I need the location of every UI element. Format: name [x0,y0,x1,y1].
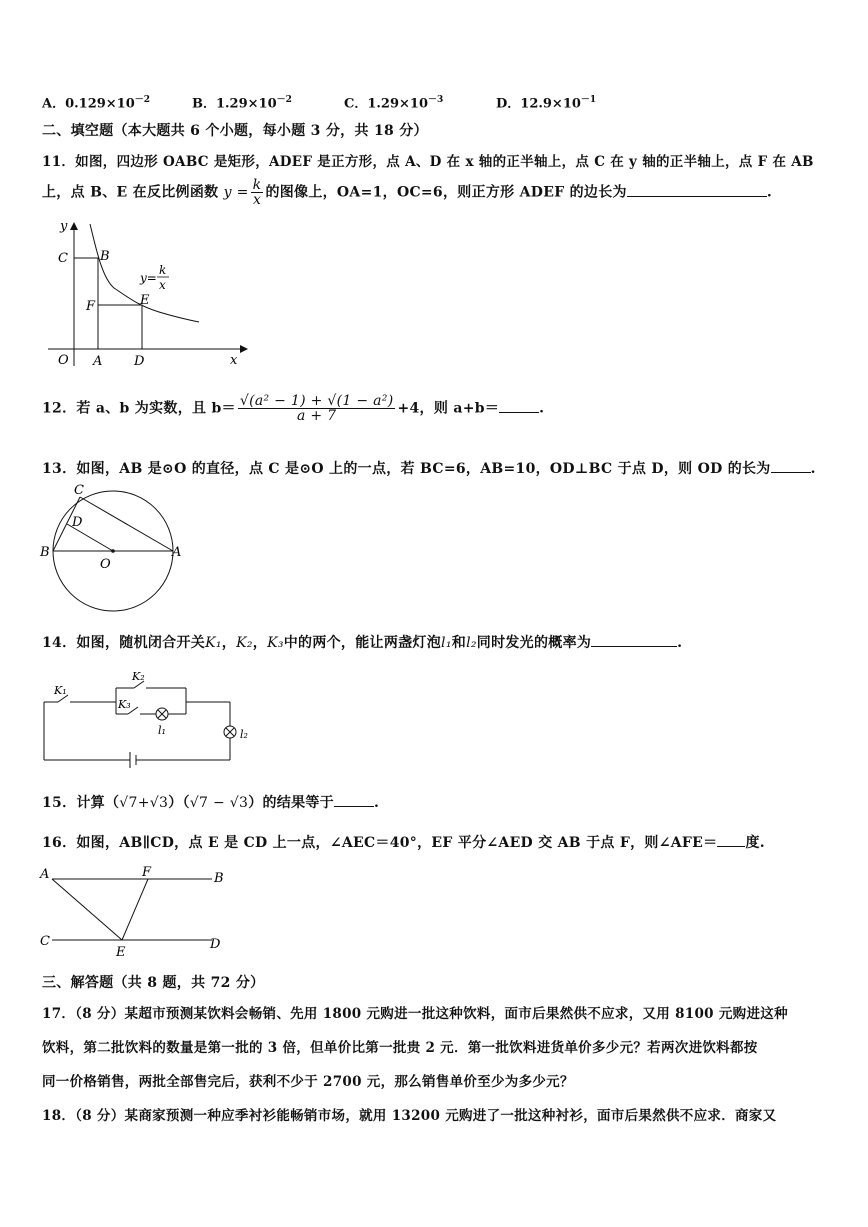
label-eq-left: y= [140,271,157,285]
q15-answer-blank [334,792,374,807]
label-D: D [72,515,83,530]
label-E: E [140,293,150,308]
q12: 12．若 a、b 为实数，且 b＝ $\frac{\text{√(a² − 1) + √(1 − a²)}}{a + 7}$ +4，则 a+b＝ . [42,393,545,424]
label-eq-den: x [159,278,166,292]
q13-answer-blank [771,458,811,473]
q17-line2: 饮料，第二批饮料的数量是第一批的 3 倍，但单价比第一批贵 2 元．第一批饮料进货单价多少元？若两次进饮料都按 [42,1040,758,1056]
q11-line2: 上，点 B、E 在反比例函数 y = $\frac{k}{x}$ 的图像上，OA=1，OC=6，则正方形 ADEF 的边长为 . [42,177,773,208]
q18-line1: 18．（8 分）某商家预测一种应季衬衫能畅销市场，就用 13200 元购进了一批这种衬衫，面市后果然供不应求．商家又 [42,1108,777,1124]
q14-circuit [40,668,260,772]
label-C: C [74,484,84,498]
label-eq-num: k [159,263,167,277]
label-l1: l₁ [158,724,166,737]
label-B: B [100,249,110,264]
option-d: D．$12.9\times 10^{-1}$ [496,95,597,112]
section-3-heading: 三、解答题（共 8 题，共 72 分） [42,975,265,991]
label-x-axis: x [230,353,238,368]
label-k3: K₃ [118,698,131,711]
option-b: B．$1.29\times 10^{-2}$ [192,95,292,112]
label-C: C [58,251,68,266]
q16-answer-blank [717,832,745,847]
option-a: A．$0.129\times 10^{-2}$ [42,95,151,112]
label-A: A [40,867,50,882]
q12-fraction: $\frac{\text{√(a² − 1) + √(1 − a²)}}{a + 7}$ [239,393,394,424]
label-A: A [172,545,182,560]
q14-answer-blank [591,632,677,647]
q13-figure [36,484,186,612]
label-B: B [40,545,50,560]
label-O: O [58,353,69,368]
label-k1: K₁ [54,684,67,697]
section-2-heading: 二、填空题（本大题共 6 个小题，每小题 3 分，共 18 分） [42,123,428,139]
label-O: O [100,557,111,572]
label-y-axis: y [60,219,68,234]
q16-text: 16．如图，AB∥CD，点 E 是 CD 上一点，∠AEC＝40°，EF 平分∠AED 交 AB 于点 F，则∠AFE＝ 度. [42,832,765,852]
q13-text: 13．如图，AB 是⊙O 的直径，点 C 是⊙O 上的一点，若 BC=6，AB=10，OD⊥BC 于点 D，则 OD 的长为 . [42,458,816,478]
q15: 15．计算（√7+√3）（√7 − √3）的结果等于 . [42,792,379,812]
label-A: A [93,354,103,369]
label-D: D [134,354,145,369]
q17-line3: 同一价格销售，两批全部售完后，获利不少于 2700 元，那么销售单价至少为多少元？ [42,1074,574,1090]
q11-line1: 11．如图，四边形 OABC 是矩形，ADEF 是正方形，点 A、D 在 x 轴的正半轴上，点 C 在 y 轴的正半轴上，点 F 在 AB [42,154,814,170]
label-B: B [214,871,224,886]
label-k2: K₂ [132,670,145,683]
q17-line1: 17．（8 分）某超市预测某饮料会畅销、先用 1800 元购进一批这种饮料，面市后果然供不应求，又用 8100 元购进这种 [42,1006,788,1022]
label-C: C [40,934,50,949]
label-F: F [142,865,152,880]
q12-answer-blank [499,398,539,413]
label-l2: l₂ [240,728,248,741]
label-D: D [210,937,221,952]
q11-answer-blank [627,182,767,197]
option-c: C．$1.29\times 10^{-3}$ [344,95,444,112]
q11-figure [44,218,254,370]
label-E: E [116,945,126,958]
q16-figure [36,862,236,958]
q14-text: 14．如图，随机闭合开关K₁，K₂，K₃中的两个，能让两盏灯泡l₁和l₂同时发光的概率为 . [42,632,682,652]
q11-fraction: $\frac{k}{x}$ [252,177,262,208]
label-F: F [86,299,96,314]
